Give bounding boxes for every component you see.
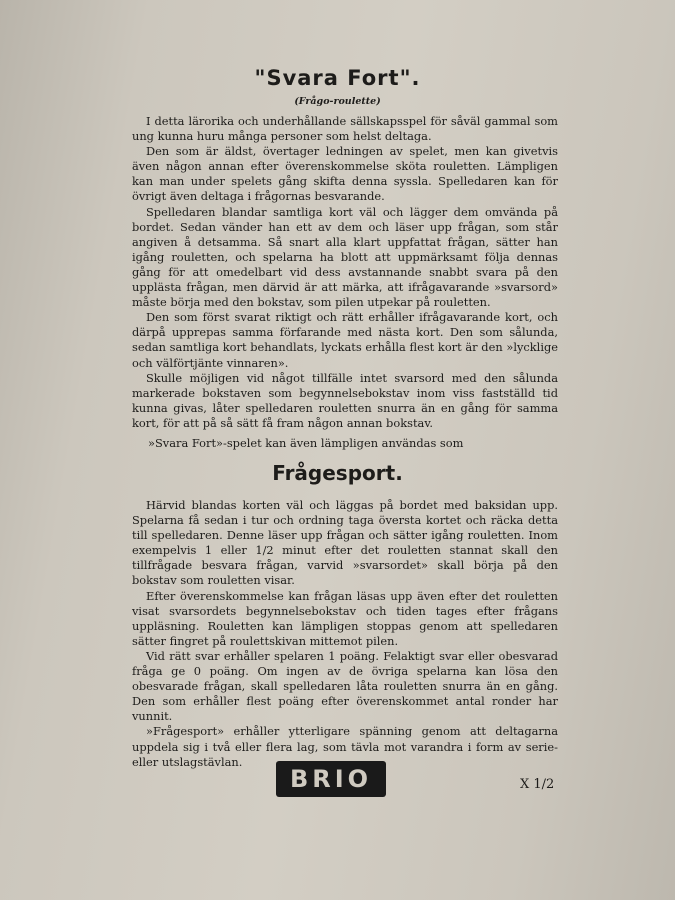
document-subtitle: (Frågo-roulette): [294, 96, 381, 107]
paragraph: I detta lärorika och underhållande sällskapsspel för såväl gammal som ung kunna huru många personer som helst deltaga.: [132, 114, 558, 144]
rules-section-1: [132, 114, 558, 431]
logo-text: BRIO: [289, 765, 373, 793]
rules-section-2: [132, 498, 558, 770]
paragraph: Vid rätt svar erhåller spelaren 1 poäng. Felaktigt svar eller obesvarad fråga ge 0 poäng. Om ingen av de övriga spelarna kan lösa den obesvarade frågan, skall spelledaren låta rouletten snurra än en gång. Den som erhåller flest poäng efter överenskommet antal ronder har vunnit.: [132, 648, 558, 724]
intro-line: »Svara Fort»-spelet kan även lämpligen användas som: [148, 436, 464, 450]
paragraph: Spelledaren blandar samtliga kort väl och lägger dem omvända på bordet. Sedan vänder han ett av dem och läser upp frågan, som står angiven å detsamma. Så snart alla klart uppfattat frågan, sätter han igång rouletten, och spelarna ha blott att uppmärksamt följa dennas gång för att omedelbart vid dess avstannande snabbt svara på den upplästa frågan, men därvid är att märka, att ifrågavarande »svarsord» måste börja med den bokstav, som pilen utpekar på rouletten.: [132, 204, 558, 310]
paragraph: Den som först svarat riktigt och rätt erhåller ifrågavarande kort, och därpå upprepas samma förfarande med nästa kort. Den som sålunda, sedan samtliga kort behandlats, lyckats erhålla flest kort är den »lycklige och välförtjänte vinnaren».: [132, 310, 558, 370]
page-number: X 1/2: [520, 777, 555, 792]
paragraph: Skulle möjligen vid något tillfälle intet svarsord med den sålunda markerade bokstaven som begynnelsebokstav inom viss fastställd tid kunna givas, låter spelledaren rouletten snurra än en gång för samma kort, för att på så sätt få fram någon annan bokstav.: [132, 370, 558, 430]
paragraph: »Frågesport» erhåller ytterligare spänning genom att deltagarna uppdela sig i två eller flera lag, som tävla mot varandra i form av serie- eller utslagstävlan.: [132, 724, 558, 769]
paragraph: Efter överenskommelse kan frågan läsas upp även efter det rouletten visat svarsordets begynnelsebokstav och tiden tages efter frågans uppläsning. Rouletten kan lämpligen stoppas genom att spelledaren sätter fingret på roulettskivan mittemot pilen.: [132, 588, 558, 648]
document-title: "Svara Fort".: [254, 66, 421, 90]
paragraph: Härvid blandas korten väl och läggas på bordet med baksidan upp. Spelarna få sedan i tur och ordning taga översta kortet och räcka detta till spelledaren. Denne läser upp frågan och sätter igång rouletten. Inom exempelvis 1 eller 1/2 minut efter det rouletten stannat skall den tillfrågade besvara frågan, varvid »svarsordet» skall börja på den bokstav som rouletten visar.: [132, 498, 558, 588]
section-heading: Frågesport.: [272, 461, 403, 485]
paragraph: Den som är äldst, övertager ledningen av spelet, men kan givetvis även någon annan efter överenskommelse sköta rouletten. Lämpligen kan man under spelets gång skifta denna syssla. Spelledaren kan för övrigt även deltaga i frågornas besvarande.: [132, 144, 558, 204]
brio-logo: [276, 761, 386, 797]
